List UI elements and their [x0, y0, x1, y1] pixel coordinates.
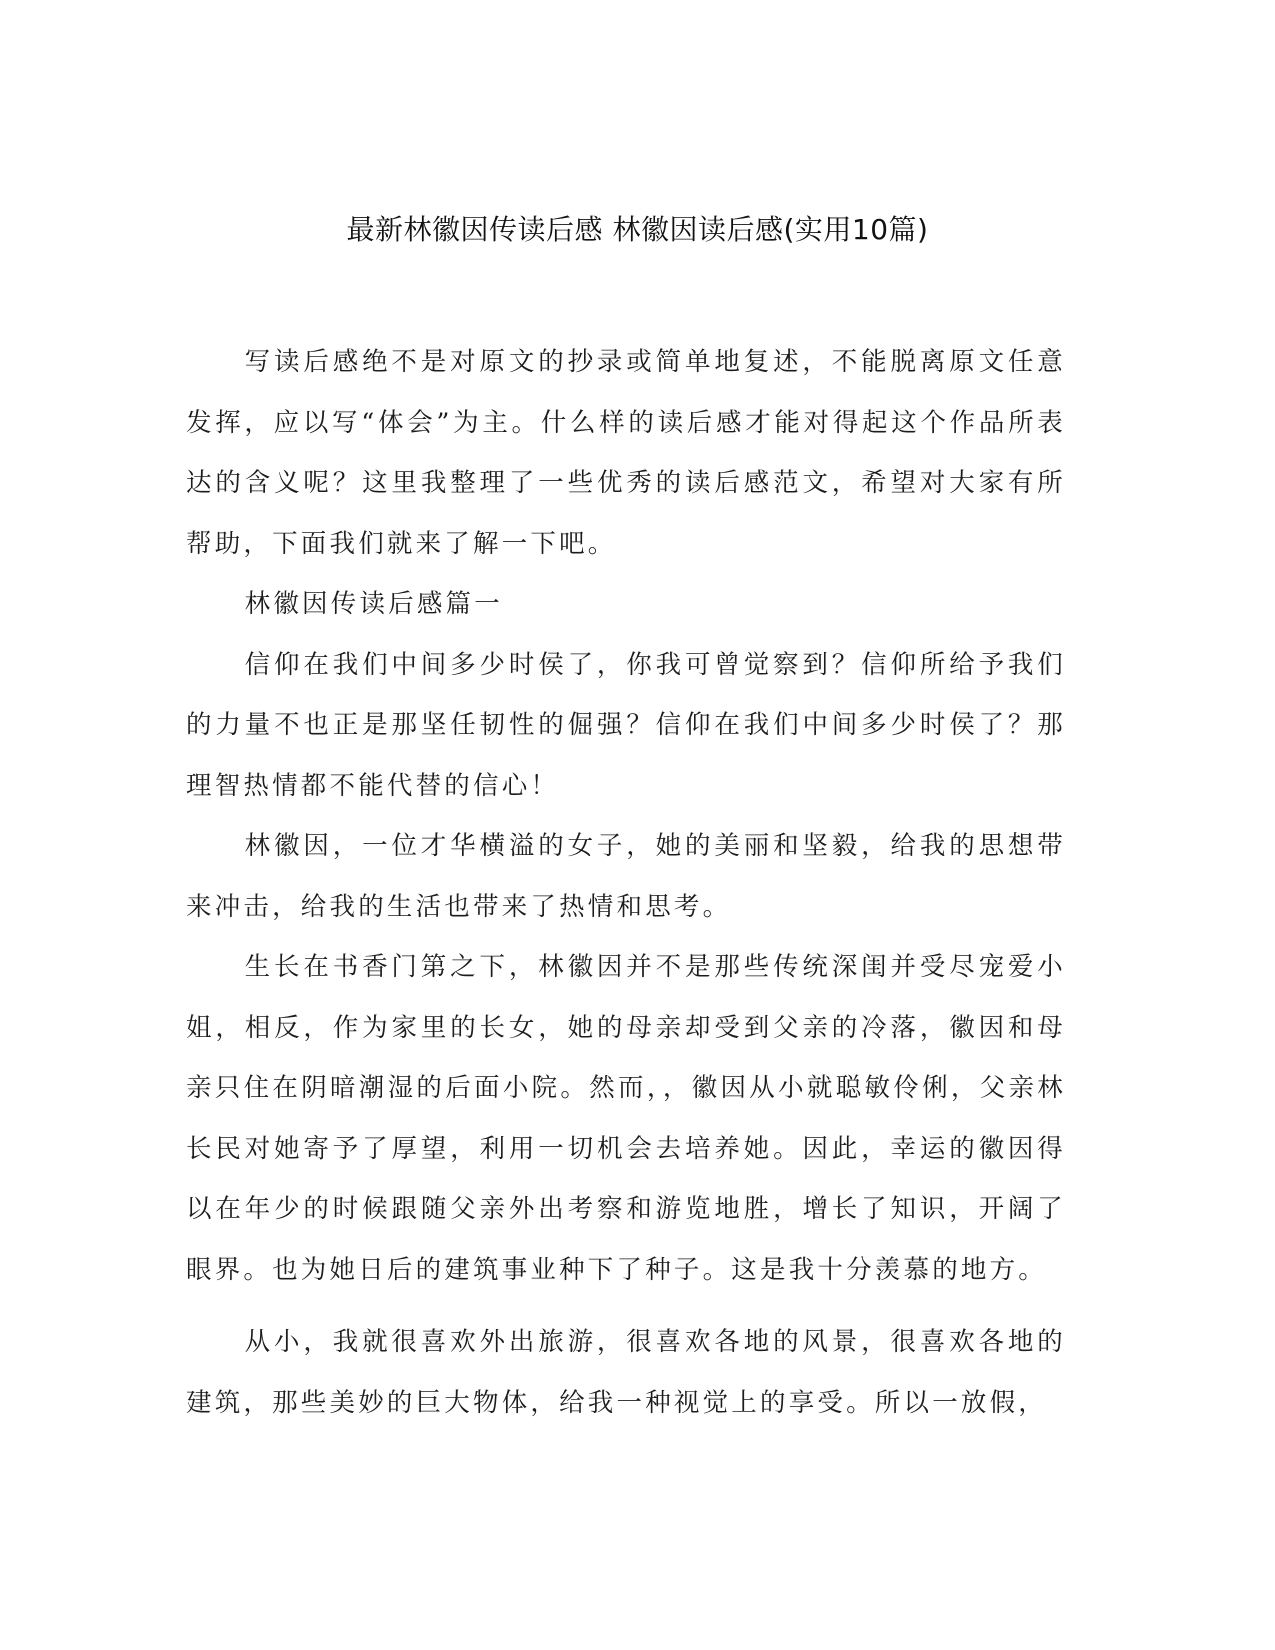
document-body — [186, 332, 1066, 1433]
body-paragraph: 林徽因，一位才华横溢的女子，她的美丽和坚毅，给我的思想带来冲击，给我的生活也带来了热情和思考。 — [186, 831, 1066, 922]
document-title: 最新林徽因传读后感 林徽因读后感(实用10篇) — [346, 213, 929, 246]
body-paragraph: 生长在书香门第之下，林徽因并不是那些传统深闺并受尽宠爱小姐，相反，作为家里的长女，她的母亲却受到父亲的冷落，徽因和母亲只住在阴暗潮湿的后面小院。然而，，徽因从小就聪敏伶俐，父亲林长民对她寄予了厚望，利用一切机会去培养她。因此，幸运的徽因得以在年少的时候跟随父亲外出考察和游览地胜，增长了知识，开阔了眼界。也为她日后的建筑事业种下了种子。这是我十分羡慕的地方。 — [186, 952, 1066, 1285]
body-paragraph: 信仰在我们中间多少时侯了，你我可曾觉察到？信仰所给予我们的力量不也正是那坚任韧性的倔强？信仰在我们中间多少时侯了？那理智热情都不能代替的信心！ — [186, 649, 1066, 801]
body-paragraph: 从小，我就很喜欢外出旅游，很喜欢各地的风景，很喜欢各地的建筑，那些美妙的巨大物体，给我一种视觉上的享受。所以一放假， — [186, 1327, 1066, 1418]
intro-paragraph: 写读后感绝不是对原文的抄录或简单地复述，不能脱离原文任意发挥，应以写“体会”为主。什么样的读后感才能对得起这个作品所表达的含义呢？这里我整理了一些优秀的读后感范文，希望对大家有所帮助，下面我们就来了解一下吧。 — [186, 347, 1066, 559]
section-heading: 林徽因传读后感篇一 — [244, 589, 503, 619]
